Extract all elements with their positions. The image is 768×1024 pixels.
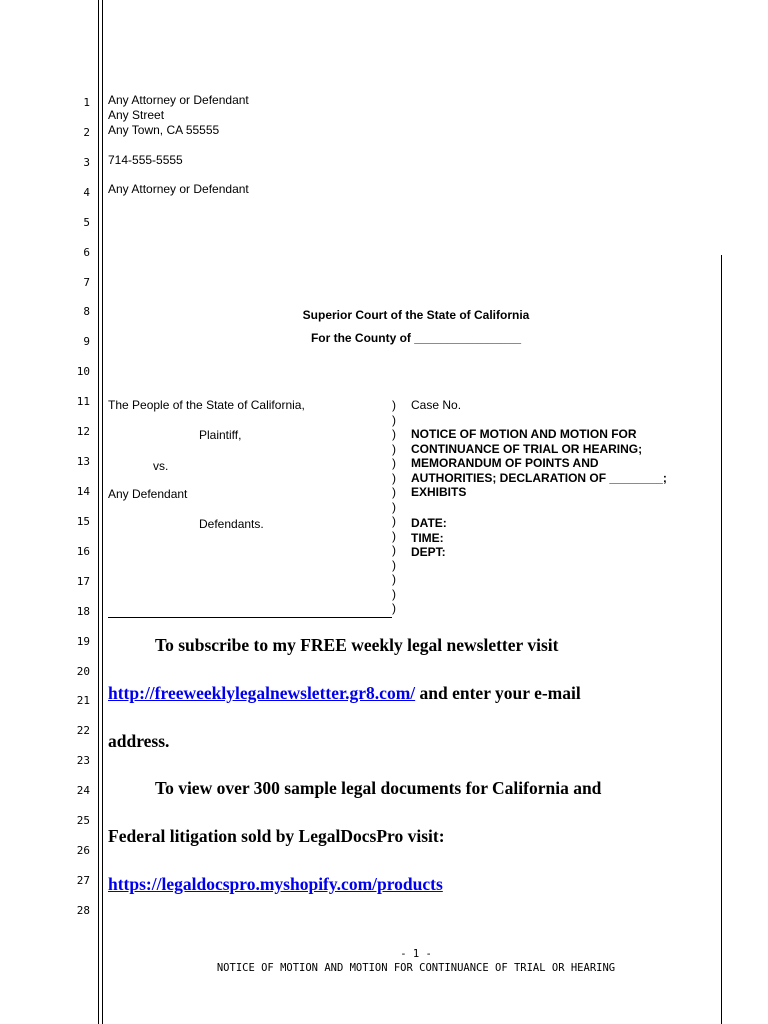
- caption-paren: ): [392, 601, 396, 615]
- caption-underline: [108, 617, 392, 618]
- documents-paragraph: To view over 300 sample legal documents for California and: [155, 778, 602, 798]
- attorney-for: Any Attorney or Defendant: [108, 182, 249, 196]
- court-name: Superior Court of the State of California: [302, 308, 530, 322]
- document-title-line: AUTHORITIES; DECLARATION OF ________;: [411, 470, 667, 485]
- document-title-line: EXHIBITS: [411, 485, 467, 499]
- documents-link[interactable]: https://legaldocspro.myshopify.com/products: [108, 874, 443, 894]
- line-number: 4: [83, 186, 90, 199]
- line-number: 13: [76, 455, 90, 468]
- caption-paren: ): [392, 572, 396, 586]
- line-number: 19: [76, 635, 90, 648]
- document-title-line: NOTICE OF MOTION AND MOTION FOR: [411, 427, 637, 441]
- newsletter-paragraph: To subscribe to my FREE weekly legal newsletter visit: [155, 635, 559, 655]
- line-number: 3: [83, 156, 90, 169]
- attorney-phone: 714-555-5555: [108, 153, 183, 167]
- defendant-name: Any Defendant: [108, 487, 188, 501]
- versus-label: vs.: [153, 459, 169, 473]
- newsletter-link-line: [108, 683, 581, 704]
- caption-paren: ): [392, 499, 396, 514]
- attorney-name: Any Attorney or Defendant: [108, 93, 249, 107]
- line-number: 26: [76, 844, 90, 857]
- newsletter-link-after: and enter your e-mail: [415, 683, 581, 703]
- line-number: 20: [76, 665, 90, 678]
- case-number-label: Case No.: [411, 398, 462, 412]
- line-number: 12: [76, 425, 90, 438]
- line-number: 1: [83, 96, 90, 109]
- line-number: 8: [83, 305, 90, 318]
- line-number: 18: [76, 605, 90, 618]
- caption-paren: ): [392, 441, 396, 456]
- line-number: 17: [76, 575, 90, 588]
- line-number: 21: [76, 694, 90, 707]
- line-number: 10: [76, 365, 90, 378]
- caption-paren: ): [392, 514, 396, 528]
- caption-paren: ): [392, 427, 396, 441]
- page-number: - 1 -: [400, 948, 432, 960]
- caption-paren: ): [392, 485, 396, 499]
- line-number: 7: [83, 276, 90, 289]
- line-number: 9: [83, 335, 90, 348]
- line-number: 23: [76, 754, 90, 767]
- left-margin-rule-inner: [102, 0, 103, 1024]
- right-margin-rule: [721, 255, 722, 1024]
- newsletter-link[interactable]: http://freeweeklylegalnewsletter.gr8.com/: [108, 683, 416, 703]
- line-number: 11: [76, 395, 90, 408]
- line-number: 14: [76, 485, 90, 498]
- defendant-role: Defendants.: [199, 517, 264, 531]
- plaintiff-role: Plaintiff,: [199, 428, 242, 442]
- caption-paren: ): [392, 586, 396, 601]
- line-number: 15: [76, 515, 90, 528]
- caption-paren: ): [392, 557, 396, 572]
- caption-paren: ): [392, 528, 396, 543]
- documents-link-line: [108, 874, 443, 895]
- hearing-date-label: DATE:: [411, 516, 447, 530]
- line-number: 24: [76, 784, 90, 797]
- line-number: 2: [83, 126, 90, 139]
- left-margin-rule-outer: [98, 0, 99, 1024]
- caption-paren: ): [392, 456, 396, 470]
- court-county: For the County of ________________: [310, 331, 522, 345]
- hearing-dept-label: DEPT:: [411, 545, 446, 559]
- plaintiff-name: The People of the State of California,: [108, 398, 305, 412]
- document-title-line: MEMORANDUM OF POINTS AND: [411, 456, 599, 470]
- line-number: 25: [76, 814, 90, 827]
- documents-paragraph-cont: Federal litigation sold by LegalDocsPro visit:: [108, 826, 445, 846]
- newsletter-paragraph-end: address.: [108, 731, 170, 751]
- hearing-time-label: TIME:: [411, 530, 444, 545]
- footer-title: NOTICE OF MOTION AND MOTION FOR CONTINUANCE OF TRIAL OR HEARING: [216, 962, 616, 974]
- caption-paren: ): [392, 412, 396, 427]
- line-number: 27: [76, 874, 90, 887]
- line-number: 28: [76, 904, 90, 917]
- line-number: 22: [76, 724, 90, 737]
- line-number: 16: [76, 545, 90, 558]
- document-title-line: CONTINUANCE OF TRIAL OR HEARING;: [411, 441, 643, 456]
- line-number: 6: [83, 246, 90, 259]
- caption-paren: ): [392, 398, 396, 412]
- attorney-street: Any Street: [108, 108, 165, 122]
- line-number: 5: [83, 216, 90, 229]
- attorney-city: Any Town, CA 55555: [108, 123, 220, 137]
- caption-paren: ): [392, 470, 396, 485]
- caption-paren: ): [392, 543, 396, 557]
